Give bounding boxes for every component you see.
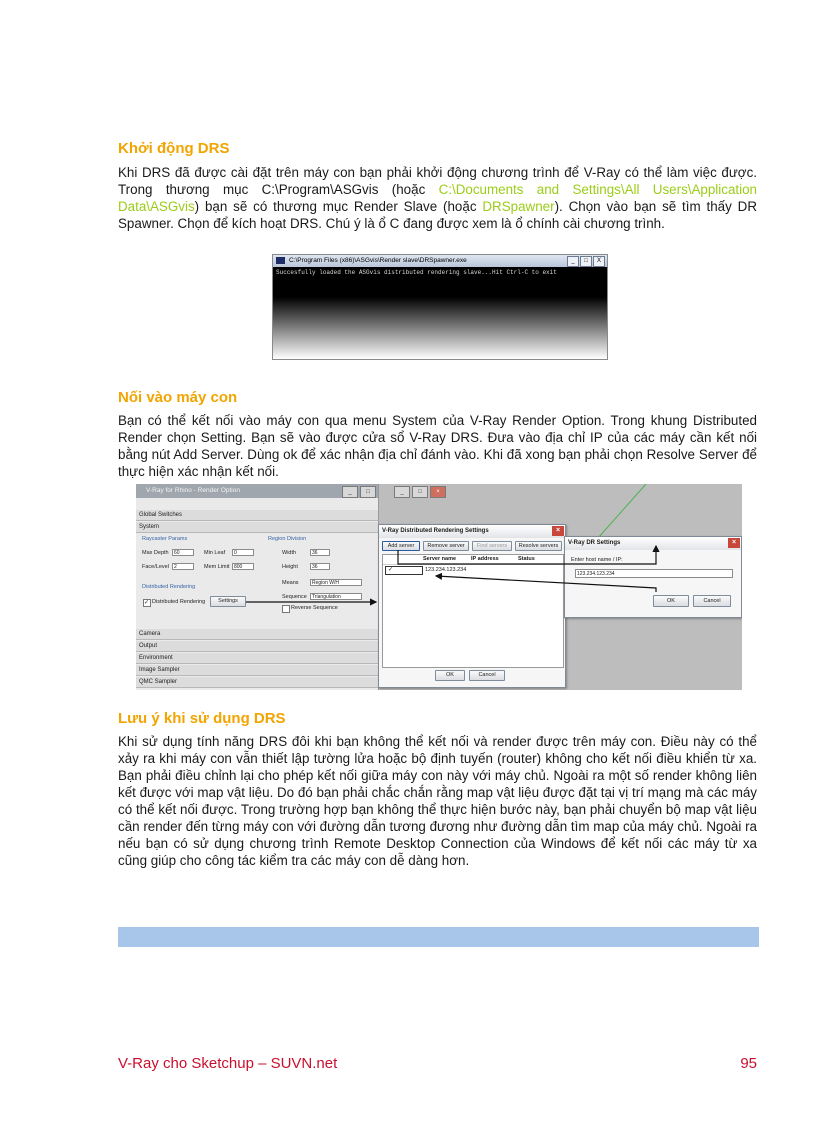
close-icon[interactable]: X bbox=[593, 256, 605, 267]
console-title: C:\Program Files (x86)\ASGvis\Render slave\DRSpawner.exe bbox=[289, 257, 467, 264]
settings-button[interactable]: Settings bbox=[210, 596, 246, 607]
section-paragraph-start-drs bbox=[118, 164, 757, 232]
console-fade bbox=[273, 297, 607, 359]
reverse-sequence-label: Reverse Sequence bbox=[291, 605, 338, 611]
means-select[interactable]: Region W/H bbox=[310, 579, 362, 586]
region-height-field[interactable]: 36 bbox=[310, 563, 330, 570]
distributed-rendering-label: Distributed Rendering bbox=[152, 599, 206, 605]
col-ip-address: IP address bbox=[471, 556, 499, 562]
face-level-field[interactable]: 2 bbox=[172, 563, 194, 570]
minimize-icon[interactable]: _ bbox=[342, 486, 358, 498]
section-heading-notes: Lưu ý khi sử dụng DRS bbox=[118, 710, 286, 727]
drs-cancel-button[interactable]: Cancel bbox=[469, 670, 505, 681]
raycaster-group-title: Raycaster Params bbox=[142, 536, 188, 542]
section-paragraph-connect: Bạn có thể kết nối vào máy con qua menu System của V-Ray Render Option. Trong khung Distributed Render chọn Setting. Bạn sẽ vào được cửa sổ V-Ray DRS. Đưa vào địa chỉ IP của các máy cần kết nối bằng nút Add Server. Dùng ok để xác nhận địa chỉ đánh vào. Khi đã xong bạn phải chọn Resolve Server để thực hiện xác nhận kết nối. bbox=[118, 413, 757, 479]
min-leaf-label: Min Leaf bbox=[204, 550, 226, 556]
console-output: Succesfully loaded the ASGvis distributed rendering slave...Hit Ctrl-C to exit bbox=[276, 269, 557, 276]
close-icon[interactable]: × bbox=[728, 538, 740, 548]
paragraph-text: Khi DRS đã được cài đặt trên máy con bạn phải khởi động chương trình để V-Ray có thể làm việc được. Trong thương mục C:\Program\ASGvis (hoặc bbox=[118, 165, 757, 197]
console-app-icon bbox=[276, 257, 285, 264]
distributed-group-title: Distributed Rendering bbox=[142, 584, 196, 590]
page-number: 95 bbox=[740, 1055, 757, 1072]
rollout-environment[interactable]: Environment bbox=[136, 653, 378, 664]
col-status: Status bbox=[518, 556, 535, 562]
rollout-output[interactable]: Output bbox=[136, 641, 378, 652]
rollout-image-sampler[interactable]: Image Sampler bbox=[136, 665, 378, 676]
footer-band bbox=[118, 927, 759, 947]
resolve-servers-button[interactable]: Resolve servers bbox=[515, 541, 562, 551]
rollout-camera[interactable]: Camera bbox=[136, 629, 378, 640]
arrow-ok-to-entry bbox=[436, 576, 656, 592]
host-ok-button[interactable]: OK bbox=[653, 595, 689, 607]
highlighted-path: DRSpawner bbox=[482, 199, 555, 214]
region-width-field[interactable]: 36 bbox=[310, 549, 330, 556]
sequence-label: Sequence bbox=[282, 594, 307, 600]
footer-title: V-Ray cho Sketchup – SUVN.net bbox=[118, 1055, 338, 1072]
mem-limit-field[interactable]: 800 bbox=[232, 563, 254, 570]
render-option-title: V-Ray for Rhino - Render Option bbox=[146, 487, 240, 494]
console-titlebar bbox=[273, 255, 607, 267]
drspawner-console-screenshot bbox=[272, 254, 608, 360]
sequence-select[interactable]: Triangulation bbox=[310, 593, 362, 600]
host-input[interactable]: 123.234.123.234 bbox=[575, 569, 733, 578]
arrow-add-server-to-host bbox=[398, 546, 656, 564]
server-enabled-checkbox[interactable]: ✓ bbox=[385, 566, 423, 575]
minimize-icon[interactable]: _ bbox=[394, 486, 410, 498]
distributed-rendering-checkbox[interactable]: ✓ bbox=[144, 600, 150, 606]
close-icon[interactable]: × bbox=[430, 486, 446, 498]
rollout-qmc-sampler[interactable]: QMC Sampler bbox=[136, 677, 378, 688]
min-leaf-field[interactable]: 0 bbox=[232, 549, 254, 556]
close-icon[interactable]: × bbox=[552, 526, 564, 536]
find-servers-button[interactable]: Find servers bbox=[472, 541, 512, 551]
mem-limit-label: Mem Limit bbox=[204, 564, 230, 570]
region-group-title: Region Division bbox=[268, 536, 307, 542]
highlighted-path: C:\Documents and Settings\All Users\Application Data\ASGvis bbox=[118, 182, 757, 214]
paragraph-text: ) bạn sẽ có thương mục Render Slave (hoặc bbox=[194, 199, 483, 214]
region-height-label: Height bbox=[282, 564, 298, 570]
render-options-screenshot bbox=[136, 484, 742, 690]
means-label: Means bbox=[282, 580, 299, 586]
maximize-icon[interactable]: □ bbox=[412, 486, 428, 498]
drs-ok-button[interactable]: OK bbox=[435, 670, 465, 681]
annotation-arrows bbox=[136, 484, 742, 690]
col-server-name: Server name bbox=[423, 556, 457, 562]
add-server-button[interactable]: Add server bbox=[382, 541, 420, 551]
minimize-icon[interactable]: _ bbox=[567, 256, 579, 267]
paragraph-text: ). Chọn vào bạn sẽ tìm thấy DR Spawner. Chọn để kích hoạt DRS. Chú ý là ổ C đang được xem là ổ chính cài chương trình. bbox=[118, 199, 757, 231]
server-ip: 123.234.123.234 bbox=[425, 567, 467, 573]
max-depth-label: Max Depth bbox=[142, 550, 169, 556]
rollout-system[interactable]: System bbox=[136, 522, 378, 533]
section-heading-start-drs: Khởi động DRS bbox=[118, 140, 230, 157]
region-width-label: Width bbox=[282, 550, 297, 556]
max-depth-field[interactable]: 60 bbox=[172, 549, 194, 556]
section-heading-connect: Nối vào máy con bbox=[118, 389, 238, 406]
remove-server-button[interactable]: Remove server bbox=[423, 541, 469, 551]
section-paragraph-notes: Khi sử dụng tính năng DRS đôi khi bạn không thể kết nối và render được trên máy con. Điều này có thể xảy ra khi máy con vẫn thiết lập tường lửa hoặc bộ định tuyến (router) không cho kết nối điều khiển từ xa. Bạn phải điều chỉnh lại cho phép kết nối giữa máy con này với máy chủ. Ngoài ra một số render không liên kết được với map vật liệu. Do đó bạn phải chắc chắn rằng map vật liệu được đặt tại vị trí mạng mà các máy có thể kết nối được. Trong trường hợp bạn không thể thực hiện bước này, bạn phải chuyển bộ map vật liệu cần render đến từng máy con với đường dẫn tương đương như đường dẫn tìm map của máy chủ. Ngoài ra nếu bạn có sử dụng chương trình Remote Desktop Connection của Windows để kết nối các máy từ xa cũng giúp cho công tác kiểm tra các máy con dễ dàng hơn. bbox=[118, 734, 757, 868]
face-level-label: Face/Level bbox=[142, 564, 169, 570]
rollout-global-switches[interactable]: Global Switches bbox=[136, 510, 378, 521]
maximize-icon[interactable]: □ bbox=[580, 256, 592, 267]
maximize-icon[interactable]: □ bbox=[360, 486, 376, 498]
dr-host-title: V-Ray DR Settings bbox=[568, 540, 621, 546]
drs-dialog-title: V-Ray Distributed Rendering Settings bbox=[382, 528, 489, 534]
host-cancel-button[interactable]: Cancel bbox=[693, 595, 731, 607]
host-prompt: Enter host name / IP: bbox=[571, 557, 623, 563]
